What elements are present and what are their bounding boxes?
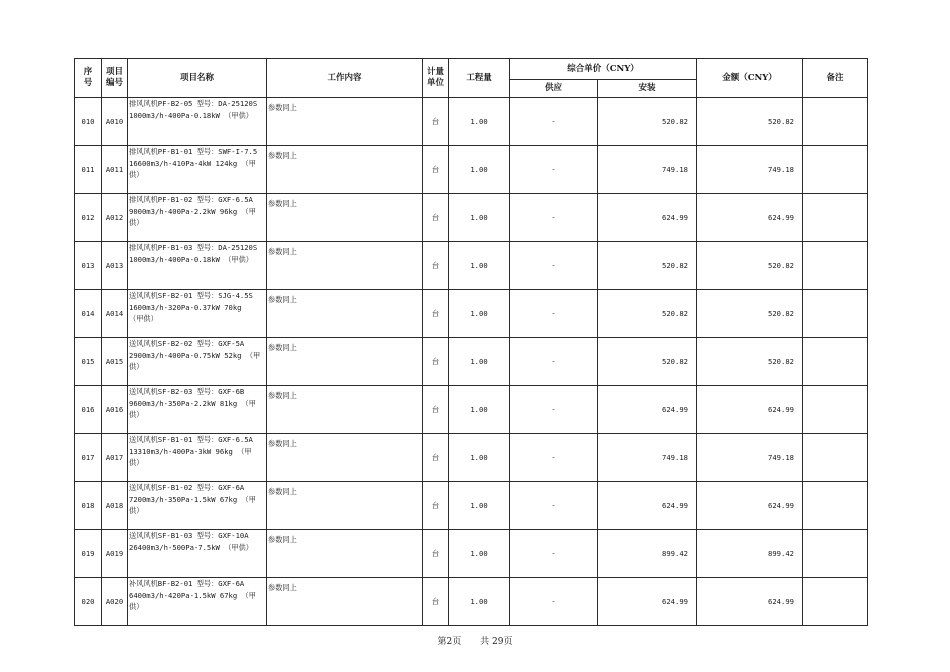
cell-unit: 台 <box>423 98 449 146</box>
cell-seq: 016 <box>75 386 102 434</box>
cell-seq: 017 <box>75 434 102 482</box>
cell-item-name: 排风风机PF-B1-03 型号：DA-25120S 1000m3/h-400Pa-0.18kW （甲供） <box>128 242 267 290</box>
table-row <box>75 338 868 386</box>
cell-install-price: 624.99 <box>598 482 697 530</box>
cell-supply-price: - <box>510 290 598 338</box>
cell-quantity: 1.00 <box>449 242 510 290</box>
header-code: 项目 编号 <box>102 59 128 98</box>
cell-remark <box>803 98 868 146</box>
cell-install-price: 520.82 <box>598 338 697 386</box>
cell-amount: 520.82 <box>697 98 803 146</box>
cell-seq: 020 <box>75 578 102 626</box>
cell-install-price: 899.42 <box>598 530 697 578</box>
page-number: 第2页 <box>437 637 462 647</box>
cell-item-name: 送风风机SF-B2-01 型号：SJG-4.5S 1600m3/h-320Pa-0.37kW 70kg （甲供） <box>128 290 267 338</box>
cell-work-content: 参数同上 <box>267 242 423 290</box>
cell-code: A012 <box>102 194 128 242</box>
cell-unit: 台 <box>423 434 449 482</box>
cell-code: A010 <box>102 98 128 146</box>
cell-item-name: 送风风机SF-B2-02 型号：GXF-5A 2900m3/h-400Pa-0.75kW 52kg （甲 供） <box>128 338 267 386</box>
cell-install-price: 520.82 <box>598 290 697 338</box>
table-row <box>75 194 868 242</box>
cell-supply-price: - <box>510 242 598 290</box>
cell-quantity: 1.00 <box>449 98 510 146</box>
cell-unit: 台 <box>423 386 449 434</box>
cell-supply-price: - <box>510 434 598 482</box>
header-name: 项目名称 <box>128 59 267 98</box>
cell-supply-price: - <box>510 98 598 146</box>
cell-install-price: 520.82 <box>598 98 697 146</box>
cell-remark <box>803 578 868 626</box>
cell-unit: 台 <box>423 242 449 290</box>
cell-quantity: 1.00 <box>449 386 510 434</box>
cell-work-content: 参数同上 <box>267 338 423 386</box>
cell-seq: 012 <box>75 194 102 242</box>
cell-remark <box>803 146 868 194</box>
cell-code: A015 <box>102 338 128 386</box>
cell-supply-price: - <box>510 194 598 242</box>
bill-of-quantities-sheet <box>74 58 868 626</box>
cell-unit: 台 <box>423 578 449 626</box>
page-total: 共 29页 <box>480 637 513 647</box>
cell-item-name: 排风风机PF-B1-01 型号：SWF-I-7.5 16600m3/h-410Pa-4kW 124kg （甲 供） <box>128 146 267 194</box>
cell-install-price: 520.82 <box>598 242 697 290</box>
cell-quantity: 1.00 <box>449 530 510 578</box>
cell-work-content: 参数同上 <box>267 434 423 482</box>
table-row <box>75 290 868 338</box>
cell-work-content: 参数同上 <box>267 146 423 194</box>
cell-work-content: 参数同上 <box>267 194 423 242</box>
cell-remark <box>803 434 868 482</box>
cell-work-content: 参数同上 <box>267 386 423 434</box>
cell-amount: 624.99 <box>697 578 803 626</box>
cell-quantity: 1.00 <box>449 482 510 530</box>
cell-code: A017 <box>102 434 128 482</box>
cell-unit: 台 <box>423 482 449 530</box>
cell-code: A014 <box>102 290 128 338</box>
cell-quantity: 1.00 <box>449 338 510 386</box>
cell-remark <box>803 530 868 578</box>
cell-remark <box>803 242 868 290</box>
cell-quantity: 1.00 <box>449 194 510 242</box>
cell-quantity: 1.00 <box>449 146 510 194</box>
cell-work-content: 参数同上 <box>267 578 423 626</box>
cell-code: A011 <box>102 146 128 194</box>
table-row <box>75 242 868 290</box>
cell-remark <box>803 338 868 386</box>
cell-remark <box>803 482 868 530</box>
cell-item-name: 送风风机SF-B1-02 型号：GXF-6A 7200m3/h-350Pa-1.5kW 67kg （甲 供） <box>128 482 267 530</box>
cell-quantity: 1.00 <box>449 434 510 482</box>
cell-install-price: 624.99 <box>598 386 697 434</box>
table-row <box>75 386 868 434</box>
table-row <box>75 434 868 482</box>
cell-remark <box>803 290 868 338</box>
table-row <box>75 578 868 626</box>
header-amount: 金额（CNY） <box>697 59 803 98</box>
header-remark: 备注 <box>803 59 868 98</box>
cell-work-content: 参数同上 <box>267 530 423 578</box>
table-row <box>75 146 868 194</box>
cell-unit: 台 <box>423 194 449 242</box>
cell-item-name: 排风风机PF-B1-02 型号：GXF-6.5A 9000m3/h-400Pa-2.2kW 96kg （甲 供） <box>128 194 267 242</box>
cell-work-content: 参数同上 <box>267 290 423 338</box>
cell-amount: 520.82 <box>697 338 803 386</box>
cell-seq: 014 <box>75 290 102 338</box>
cell-unit: 台 <box>423 530 449 578</box>
cell-quantity: 1.00 <box>449 290 510 338</box>
cell-install-price: 624.99 <box>598 194 697 242</box>
cell-install-price: 624.99 <box>598 578 697 626</box>
cell-amount: 749.18 <box>697 146 803 194</box>
cell-supply-price: - <box>510 530 598 578</box>
cell-unit: 台 <box>423 290 449 338</box>
header-supply: 供应 <box>510 80 598 98</box>
cell-amount: 899.42 <box>697 530 803 578</box>
cell-code: A019 <box>102 530 128 578</box>
cell-amount: 520.82 <box>697 242 803 290</box>
header-work: 工作内容 <box>267 59 423 98</box>
cell-remark <box>803 194 868 242</box>
table-row <box>75 530 868 578</box>
cell-item-name: 排风风机PF-B2-05 型号：DA-25120S 1000m3/h-400Pa-0.18kW （甲供） <box>128 98 267 146</box>
cell-install-price: 749.18 <box>598 434 697 482</box>
cell-seq: 015 <box>75 338 102 386</box>
cell-amount: 520.82 <box>697 290 803 338</box>
cell-remark <box>803 386 868 434</box>
cell-supply-price: - <box>510 146 598 194</box>
cell-supply-price: - <box>510 338 598 386</box>
cell-supply-price: - <box>510 578 598 626</box>
cell-supply-price: - <box>510 386 598 434</box>
cell-work-content: 参数同上 <box>267 482 423 530</box>
header-seq: 序 号 <box>75 59 102 98</box>
cell-install-price: 749.18 <box>598 146 697 194</box>
table-row <box>75 98 868 146</box>
cell-item-name: 送风风机SF-B1-03 型号：GXF-10A 26400m3/h-500Pa-7.5kW （甲供） <box>128 530 267 578</box>
bill-table <box>74 58 868 626</box>
cell-unit: 台 <box>423 146 449 194</box>
cell-item-name: 送风风机SF-B1-01 型号：GXF-6.5A 13310m3/h-400Pa-3kW 96kg （甲 供） <box>128 434 267 482</box>
cell-item-name: 送风风机SF-B2-03 型号：GXF-6B 9600m3/h-350Pa-2.2kW 81kg （甲 供） <box>128 386 267 434</box>
cell-quantity: 1.00 <box>449 578 510 626</box>
cell-work-content: 参数同上 <box>267 98 423 146</box>
cell-code: A020 <box>102 578 128 626</box>
cell-code: A016 <box>102 386 128 434</box>
header-unit: 计量 单位 <box>423 59 449 98</box>
cell-seq: 010 <box>75 98 102 146</box>
page-footer <box>0 634 950 647</box>
cell-supply-price: - <box>510 482 598 530</box>
cell-item-name: 补风风机BF-B2-01 型号：GXF-6A 6400m3/h-420Pa-1.5kW 67kg （甲 供） <box>128 578 267 626</box>
cell-seq: 011 <box>75 146 102 194</box>
cell-amount: 749.18 <box>697 434 803 482</box>
header-qty: 工程量 <box>449 59 510 98</box>
cell-code: A013 <box>102 242 128 290</box>
header-unit-price: 综合单价（CNY） <box>510 59 697 80</box>
cell-amount: 624.99 <box>697 386 803 434</box>
table-row <box>75 482 868 530</box>
header-install: 安装 <box>598 80 697 98</box>
cell-code: A018 <box>102 482 128 530</box>
cell-seq: 019 <box>75 530 102 578</box>
cell-amount: 624.99 <box>697 482 803 530</box>
cell-seq: 018 <box>75 482 102 530</box>
cell-unit: 台 <box>423 338 449 386</box>
cell-amount: 624.99 <box>697 194 803 242</box>
cell-seq: 013 <box>75 242 102 290</box>
